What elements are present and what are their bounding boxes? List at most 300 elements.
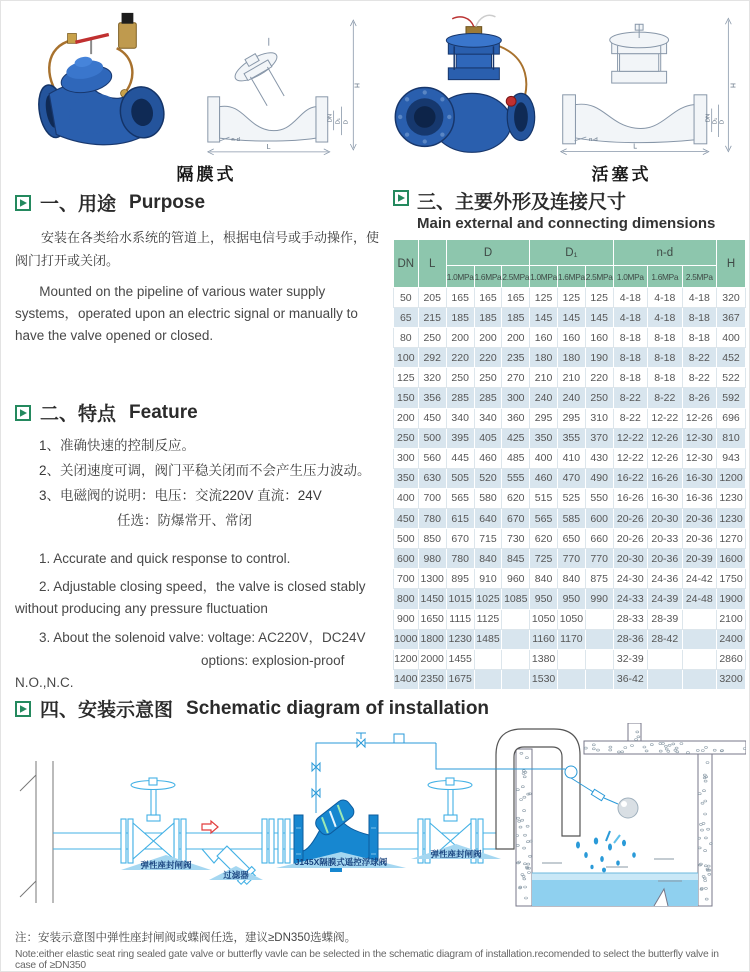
dimension-cell [557, 649, 585, 669]
dimension-cell: 36-42 [613, 669, 647, 689]
col-header-mpa: 2.5MPa [502, 266, 530, 288]
dimension-cell: 450 [418, 408, 446, 428]
dimension-cell: 295 [530, 408, 558, 428]
dimension-cell: 592 [717, 388, 746, 408]
dimension-cell: 340 [474, 408, 502, 428]
product-caption: 隔膜式 [176, 165, 237, 184]
dimension-cell: 20-26 [613, 529, 647, 549]
feature-item-cn: 任选：防爆常开、常闭 [117, 512, 252, 528]
float-ball [618, 798, 638, 818]
dimension-cell: 300 [502, 388, 530, 408]
dimension-cell: 585 [557, 509, 585, 529]
dimension-cell: 770 [557, 549, 585, 569]
dimension-cell: 395 [446, 428, 474, 448]
strainer [202, 844, 258, 887]
dimension-cell: 32-39 [613, 649, 647, 669]
dimension-cell: 850 [418, 529, 446, 549]
dimension-cell: 20-30 [613, 549, 647, 569]
gate-valve-1 [121, 778, 186, 863]
installation-header [15, 695, 489, 722]
dimension-cell: 220 [446, 348, 474, 368]
dimension-cell: 8-18 [648, 368, 682, 388]
dimension-cell: 600 [585, 509, 613, 529]
dimension-cell: 250 [474, 368, 502, 388]
dimension-cell: 100 [394, 348, 419, 368]
dimension-cell: 943 [717, 448, 746, 468]
dimension-cell: 165 [502, 288, 530, 308]
dimension-cell: 200 [474, 328, 502, 348]
dimension-cell: 875 [585, 569, 613, 589]
product-gallery [1, 5, 750, 185]
dimension-cell: 8-18 [613, 328, 647, 348]
feature-header [15, 399, 387, 426]
dimension-cell: 400 [717, 328, 746, 348]
dimension-cell: 24-48 [682, 589, 716, 609]
dimension-cell [557, 669, 585, 689]
dimension-cell: 840 [530, 569, 558, 589]
dimension-cell: 460 [530, 468, 558, 488]
dimension-cell: 505 [446, 468, 474, 488]
dimension-cell [474, 649, 502, 669]
dimension-cell: 20-26 [613, 509, 647, 529]
dimension-cell: 160 [557, 328, 585, 348]
col-header-d: D [446, 240, 529, 266]
purpose-title-en: Purpose [129, 191, 206, 213]
dimension-cell: 285 [446, 388, 474, 408]
dimension-cell: 700 [394, 569, 419, 589]
dimension-cell: 4-18 [682, 288, 716, 308]
dimension-cell: 950 [557, 589, 585, 609]
dimension-cell: 200 [502, 328, 530, 348]
arch-pipe [496, 729, 580, 849]
dimension-cell: 4-18 [648, 288, 682, 308]
dimension-cell: 28-39 [648, 609, 682, 629]
col-header-l: L [418, 240, 446, 288]
dimension-cell: 650 [557, 529, 585, 549]
dimension-cell: 490 [585, 468, 613, 488]
dimension-cell: 8-22 [613, 388, 647, 408]
dimension-cell: 310 [585, 408, 613, 428]
table-row [394, 348, 746, 368]
dimension-cell: 1800 [418, 629, 446, 649]
feature-item-cn: 2、关闭速度可调，阀门平稳关闭而不会产生压力波动。 [39, 462, 371, 478]
feature-item-en: 3. About the solenoid valve: voltage: AC220V，DC24V [39, 629, 366, 645]
dimension-cell: 615 [446, 509, 474, 529]
dimension-cell: 190 [585, 348, 613, 368]
dimension-cell: 240 [557, 388, 585, 408]
dimension-cell: 445 [446, 448, 474, 468]
dimension-cell: 990 [585, 589, 613, 609]
dimension-cell: 1455 [446, 649, 474, 669]
dimension-cell: 165 [474, 288, 502, 308]
dimension-cell: 8-18 [682, 328, 716, 348]
dimension-cell: 295 [557, 408, 585, 428]
dimension-cell: 900 [394, 609, 419, 629]
table-row [394, 589, 746, 609]
dim-label-dn: DN [705, 113, 712, 123]
dim-label-d: D [343, 120, 350, 125]
dimension-cell: 2000 [418, 649, 446, 669]
installation-title-cn: 四、安装示意图 [40, 700, 174, 721]
dimension-cell: 8-18 [613, 368, 647, 388]
dimension-cell: 12-22 [648, 408, 682, 428]
dimension-cell: 8-26 [682, 388, 716, 408]
dimension-cell: 125 [394, 368, 419, 388]
dimension-cell: 16-30 [648, 488, 682, 508]
dimension-cell [682, 649, 716, 669]
dim-label-nd: n-d [231, 137, 240, 144]
dimension-cell: 16-22 [613, 468, 647, 488]
table-row [394, 468, 746, 488]
dimension-cell [585, 669, 613, 689]
dimension-cell: 620 [530, 529, 558, 549]
water [532, 873, 698, 906]
splash [576, 831, 636, 872]
dimension-cell [502, 669, 530, 689]
dimension-cell: 285 [474, 388, 502, 408]
dimension-cell: 1125 [474, 609, 502, 629]
dimension-cell: 160 [530, 328, 558, 348]
dimension-cell: 180 [557, 348, 585, 368]
product-caption: 活塞式 [591, 165, 652, 184]
dimension-cell: 20-36 [682, 529, 716, 549]
dimension-cell: 400 [394, 488, 419, 508]
red-knob [506, 96, 516, 106]
dimension-cell: 450 [394, 509, 419, 529]
dimension-cell: 28-33 [613, 609, 647, 629]
dimension-cell: 205 [418, 288, 446, 308]
dimension-cell: 8-18 [648, 328, 682, 348]
dimension-cell: 24-36 [648, 569, 682, 589]
dimension-cell: 340 [446, 408, 474, 428]
flow-arrow-icon [202, 821, 218, 833]
dimension-cell: 460 [474, 448, 502, 468]
dimension-cell: 400 [530, 448, 558, 468]
dimension-cell: 1160 [530, 629, 558, 649]
feature-item-en: options: explosion-proof N.O.,N.C. [15, 653, 345, 690]
section-dimensions [393, 187, 749, 690]
dimension-cell: 565 [446, 488, 474, 508]
dimension-cell: 470 [557, 468, 585, 488]
dimension-cell: 1650 [418, 609, 446, 629]
dimension-cell [585, 649, 613, 669]
dimension-cell: 185 [502, 308, 530, 328]
dim-label-dn: DN [327, 113, 334, 123]
dim-label-h: H [352, 83, 360, 89]
col-header-mpa: 1.6MPa [474, 266, 502, 288]
dimension-cell: 2350 [418, 669, 446, 689]
purpose-header [15, 189, 383, 216]
purpose-body-cn: 安装在各类给水系统的管道上，根据电信号或手动操作，使阀门打开或关闭。 [15, 230, 380, 269]
dimension-cell [648, 649, 682, 669]
dimension-cell: 28-36 [613, 629, 647, 649]
dimension-cell: 4-18 [648, 308, 682, 328]
dimension-cell: 8-18 [613, 348, 647, 368]
dimension-cell: 12-26 [648, 448, 682, 468]
dimension-cell: 12-30 [682, 448, 716, 468]
dimension-cell: 730 [502, 529, 530, 549]
dimension-cell [648, 669, 682, 689]
dimension-cell: 522 [717, 368, 746, 388]
dimension-cell: 425 [502, 428, 530, 448]
dimension-cell: 8-18 [682, 308, 716, 328]
col-header-mpa: 1.6MPa [648, 266, 682, 288]
dimension-cell: 1230 [717, 488, 746, 508]
dimension-cell: 12-26 [648, 428, 682, 448]
dimension-cell: 370 [585, 428, 613, 448]
dimension-cell: 515 [530, 488, 558, 508]
dimension-cell [502, 629, 530, 649]
label-main-valve: J145X隔膜式遥控浮球阀 [294, 857, 388, 867]
dimension-cell: 145 [585, 308, 613, 328]
dimension-cell: 520 [474, 468, 502, 488]
dimension-cell: 1900 [717, 589, 746, 609]
dimension-cell: 16-26 [648, 468, 682, 488]
section-purpose [15, 189, 383, 346]
dimension-cell: 845 [502, 549, 530, 569]
footnotes [15, 929, 741, 971]
product-diaphragm [1, 5, 376, 185]
dimension-cell: 600 [394, 549, 419, 569]
dim-label-h: H [728, 83, 736, 89]
dimension-cell: 696 [717, 408, 746, 428]
section-feature [15, 399, 387, 693]
dimension-cell: 355 [557, 428, 585, 448]
dimension-cell [682, 629, 716, 649]
dimension-cell: 1115 [446, 609, 474, 629]
dimension-cell: 565 [530, 509, 558, 529]
table-row [394, 649, 746, 669]
dimension-cell: 725 [530, 549, 558, 569]
dimension-cell: 292 [418, 348, 446, 368]
dimension-cell: 2400 [717, 629, 746, 649]
dimension-cell: 405 [474, 428, 502, 448]
table-row [394, 408, 746, 428]
dimension-cell: 1270 [717, 529, 746, 549]
dimension-cell [585, 629, 613, 649]
dimension-cell: 20-30 [648, 509, 682, 529]
table-body [394, 288, 746, 690]
table-row [394, 609, 746, 629]
dimension-cell: 1230 [717, 509, 746, 529]
dimension-cell: 1300 [418, 569, 446, 589]
piston-valve-photo [390, 7, 540, 169]
dimension-cell: 250 [394, 428, 419, 448]
dimension-cell: 24-39 [648, 589, 682, 609]
dimension-cell: 960 [502, 569, 530, 589]
label-gate-valve-2: 弹性座封闸阀 [430, 849, 482, 859]
dimension-cell: 250 [418, 328, 446, 348]
dimension-cell: 660 [585, 529, 613, 549]
dimension-cell: 500 [418, 428, 446, 448]
valve-body [31, 45, 168, 157]
table-row [394, 529, 746, 549]
dimension-cell: 235 [502, 348, 530, 368]
dimension-cell: 452 [717, 348, 746, 368]
feature-item-cn: 1、准确快速的控制反应。 [39, 438, 196, 453]
dimension-cell: 16-30 [682, 468, 716, 488]
feature-title-cn: 二、特点 [40, 404, 117, 425]
dimension-cell: 550 [585, 488, 613, 508]
dimension-cell: 320 [717, 288, 746, 308]
installation-title-en: Schematic diagram of installation [186, 697, 490, 719]
dimension-cell: 8-22 [613, 408, 647, 428]
dimension-cell: 800 [394, 589, 419, 609]
section-icon [15, 405, 31, 421]
dimension-cell: 580 [474, 488, 502, 508]
table-row [394, 428, 746, 448]
dimension-cell: 8-22 [648, 388, 682, 408]
dimension-cell: 20-36 [682, 509, 716, 529]
piston-valve-drawing [549, 11, 745, 161]
table-row [394, 448, 746, 468]
dimension-cell: 125 [585, 288, 613, 308]
dimension-cell: 125 [557, 288, 585, 308]
dimension-cell: 895 [446, 569, 474, 589]
dimension-cell: 1200 [717, 468, 746, 488]
dimension-cell: 200 [446, 328, 474, 348]
table-row [394, 569, 746, 589]
note-en: Note:either elastic seat ring sealed gate valve or butterfly vavle can be selected in the schematic diagram of installation.recomended to select the butterfly valve in case of ≥DN350 [15, 949, 719, 971]
dimension-cell: 80 [394, 328, 419, 348]
dimension-cell: 780 [418, 509, 446, 529]
dimension-cell: 1015 [446, 589, 474, 609]
table-row [394, 288, 746, 308]
dimension-cell: 430 [585, 448, 613, 468]
dimension-cell: 485 [502, 448, 530, 468]
dimension-cell: 1380 [530, 649, 558, 669]
dimension-cell: 12-22 [613, 448, 647, 468]
purpose-body-en: Mounted on the pipeline of various water supply systems，operated upon an electric signal or manually to have the valve opened or closed. [15, 283, 358, 343]
col-header-h: H [717, 240, 746, 288]
col-header-mpa: 1.6MPa [557, 266, 585, 288]
feature-item-cn: 3、电磁阀的说明：电压：交流220V 直流：24V [39, 487, 322, 503]
dimension-cell: 270 [502, 368, 530, 388]
dimension-cell: 16-26 [613, 488, 647, 508]
dim-label-nd: n-d [589, 136, 598, 143]
dimension-cell: 24-33 [613, 589, 647, 609]
dimension-cell: 1025 [474, 589, 502, 609]
dimension-cell: 16-36 [682, 488, 716, 508]
col-header-nd: n-d [613, 240, 716, 266]
table-row [394, 368, 746, 388]
solenoid [119, 23, 137, 49]
note-cn: 注：安装示意图中弹性座封闸阀或蝶阀任选，建议≥DN350选蝶阀。 [15, 932, 357, 944]
dimension-cell: 4-18 [613, 308, 647, 328]
dimensions-header [393, 187, 749, 232]
table-row [394, 549, 746, 569]
table-row [394, 328, 746, 348]
label-gate-valve-1: 弹性座封闸阀 [140, 860, 192, 870]
dimension-cell: 125 [530, 288, 558, 308]
dimension-cell: 640 [474, 509, 502, 529]
dimension-cell: 24-42 [682, 569, 716, 589]
dimension-cell: 1200 [394, 649, 419, 669]
feature-title-en: Feature [129, 401, 198, 423]
dimension-cell: 770 [585, 549, 613, 569]
table-row [394, 629, 746, 649]
dimension-cell: 1000 [394, 629, 419, 649]
table-row [394, 509, 746, 529]
dimension-cell: 410 [557, 448, 585, 468]
dimension-cell: 180 [530, 348, 558, 368]
dimension-cell: 980 [418, 549, 446, 569]
dimension-cell: 145 [530, 308, 558, 328]
dim-label-l: L [266, 143, 271, 151]
dimension-cell: 356 [418, 388, 446, 408]
dimension-cell [502, 609, 530, 629]
dimension-cell: 20-33 [648, 529, 682, 549]
dimension-cell: 350 [394, 468, 419, 488]
purpose-title-cn: 一、用途 [40, 194, 117, 215]
dimension-cell: 1050 [530, 609, 558, 629]
table-head [394, 240, 746, 288]
dimension-cell: 715 [474, 529, 502, 549]
pipe-flanges [262, 819, 290, 863]
dimension-cell [502, 649, 530, 669]
dimension-cell: 165 [446, 288, 474, 308]
dimensions-title-en: Main external and connecting dimensions [417, 215, 716, 232]
dimension-cell: 160 [585, 328, 613, 348]
feature-item-en: 1. Accurate and quick response to control. [39, 550, 291, 566]
dimensions-title-cn: 三、主要外形及连接尺寸 [417, 192, 627, 213]
dimension-cell: 320 [418, 368, 446, 388]
dimensions-table [393, 239, 746, 690]
dim-label-d1: D₁ [335, 118, 342, 125]
dimension-cell: 620 [502, 488, 530, 508]
dim-label-l: L [633, 143, 638, 151]
col-header-mpa: 2.5MPa [585, 266, 613, 288]
dimension-cell: 350 [530, 428, 558, 448]
product-piston [376, 5, 750, 185]
col-header-dn: DN [394, 240, 419, 288]
wall [20, 761, 53, 903]
dimension-cell: 12-26 [682, 408, 716, 428]
dimension-cell: 210 [557, 368, 585, 388]
section-icon [393, 190, 409, 206]
dimension-cell: 2860 [717, 649, 746, 669]
dimension-cell: 670 [446, 529, 474, 549]
dimension-cell: 300 [394, 448, 419, 468]
feature-item-en: 2. Adjustable closing speed，the valve is closed stably without producing any pressure fluctuation [15, 579, 366, 617]
dimension-cell: 200 [394, 408, 419, 428]
dimension-cell: 1230 [446, 629, 474, 649]
dimension-cell: 1675 [446, 669, 474, 689]
table-row [394, 388, 746, 408]
dimension-cell [682, 669, 716, 689]
dimension-cell: 367 [717, 308, 746, 328]
dimension-cell: 12-30 [682, 428, 716, 448]
dimension-cell: 4-18 [613, 288, 647, 308]
piston-bonnet [446, 34, 501, 80]
dimension-cell: 555 [502, 468, 530, 488]
dimension-cell: 560 [418, 448, 446, 468]
dimension-cell: 700 [418, 488, 446, 508]
dimension-cell: 500 [394, 529, 419, 549]
dimension-cell: 840 [557, 569, 585, 589]
dimension-cell: 220 [474, 348, 502, 368]
dimension-cell: 8-22 [682, 348, 716, 368]
dimension-cell: 145 [557, 308, 585, 328]
dimension-cell: 150 [394, 388, 419, 408]
dimension-cell: 910 [474, 569, 502, 589]
dimension-cell: 12-22 [613, 428, 647, 448]
table-row [394, 488, 746, 508]
dimension-cell: 220 [585, 368, 613, 388]
col-header-d1: D₁ [530, 240, 613, 266]
dimension-cell: 215 [418, 308, 446, 328]
dimension-cell: 840 [474, 549, 502, 569]
